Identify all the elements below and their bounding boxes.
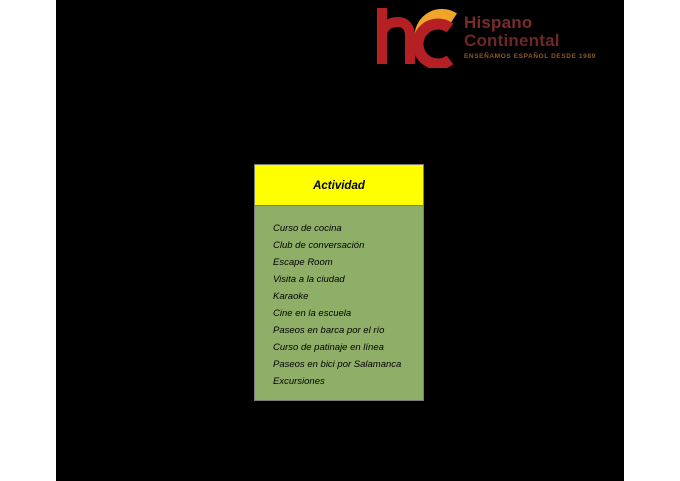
table-header-cell	[255, 165, 424, 206]
list-item: Curso de cocina	[273, 223, 342, 234]
list-item: Curso de patinaje en línea	[273, 342, 384, 353]
table-header-row	[255, 165, 424, 206]
activities-table	[254, 164, 424, 401]
list-item: Paseos en barca por el río	[273, 325, 385, 336]
logo-tagline: ENSEÑAMOS ESPAÑOL DESDE 1989	[464, 53, 596, 60]
table-head	[255, 165, 424, 206]
hc-monogram-icon	[376, 6, 462, 68]
logo-line2: Continental	[464, 31, 560, 50]
slide-canvas	[56, 0, 624, 481]
list-item: Paseos en bici por Salamanca	[273, 359, 402, 370]
table-body-cell	[255, 206, 424, 401]
table-header-label: Actividad	[313, 180, 365, 192]
list-item: Cine en la escuela	[273, 308, 352, 319]
list-item: Visita a la ciudad	[273, 274, 345, 285]
list-item: Karaoke	[273, 291, 309, 302]
list-item: Excursiones	[273, 376, 325, 387]
list-item: Club de conversación	[273, 240, 365, 251]
logo	[376, 6, 606, 76]
logo-line1: Hispano	[464, 13, 533, 32]
logo-text	[464, 14, 606, 60]
table-body	[255, 206, 424, 401]
list-item: Escape Room	[273, 257, 333, 268]
table-row	[255, 206, 424, 401]
